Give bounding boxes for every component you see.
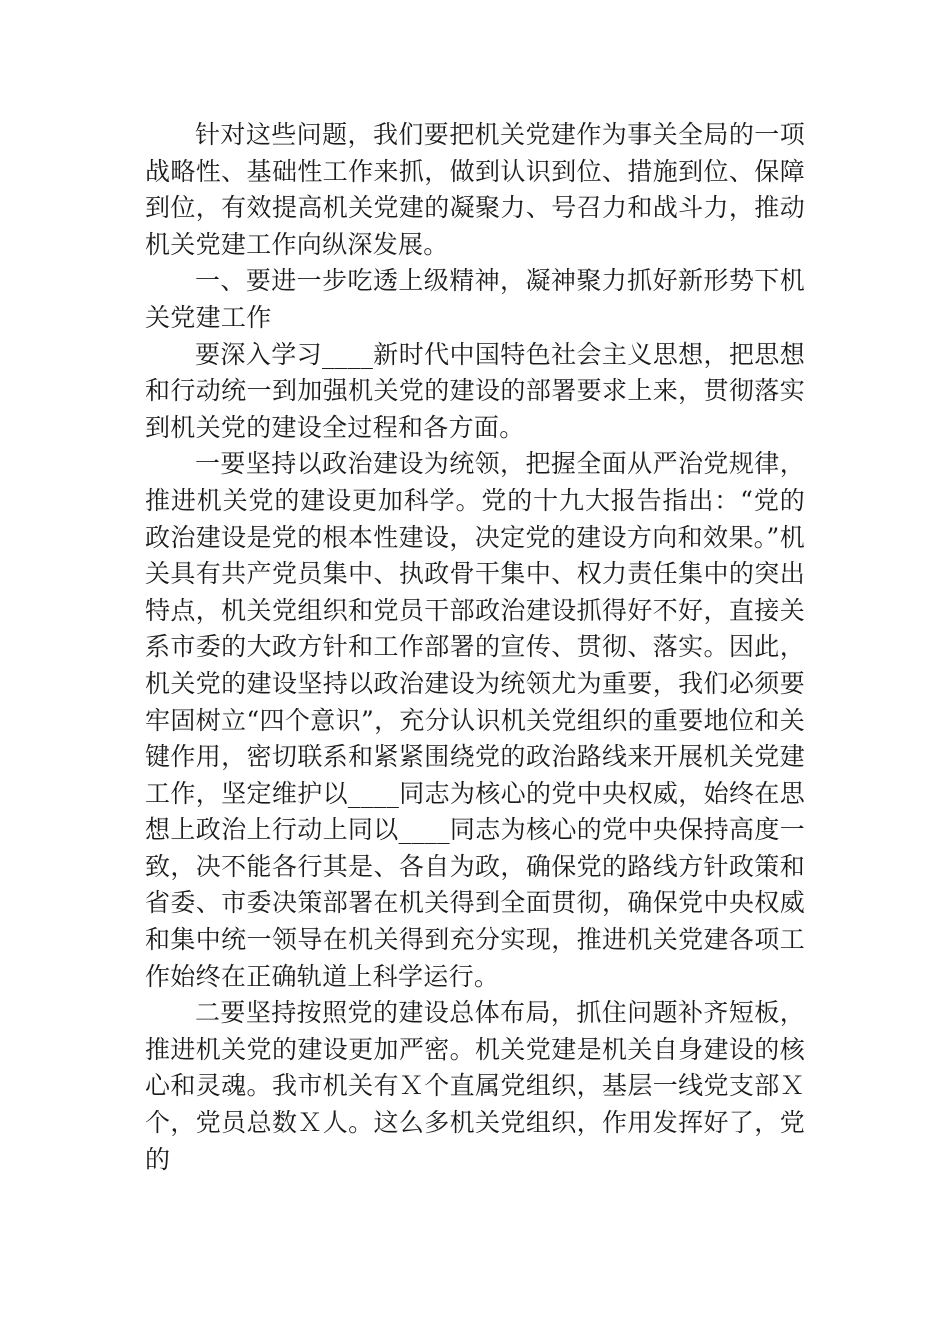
document-body: [145, 117, 805, 1178]
paragraph-overall-layout: 二要坚持按照党的建设总体布局，抓住问题补齐短板，推进机关党的建设更加严密。机关党建是机关自身建设的核心和灵魂。我市机关有Ｘ个直属党组织，基层一线党支部Ｘ个，党员总数Ｘ人。这么多机关党组织，作用发挥好了，党的: [145, 998, 805, 1174]
paragraph-study: 要深入学习____新时代中国特色社会主义思想，把思想和行动统一到加强机关党的建设的部署要求上来，贯彻落实到机关党的建设全过程和各方面。: [145, 339, 805, 442]
paragraph-political-building: 一要坚持以政治建设为统领，把握全面从严治党规律，推进机关党的建设更加科学。党的十九大报告指出：“党的政治建设是党的根本性建设，决定党的建设方向和效果。”机关具有共产党员集中、执政骨干集中、权力责任集中的突出特点，机关党组织和党员干部政治建设抓得好不好，直接关系市委的大政方针和工作部署的宣传、贯彻、落实。因此，机关党的建设坚持以政治建设为统领尤为重要，我们必须要牢固树立“四个意识”，充分认识机关党组织的重要地位和关键作用，密切联系和紧紧围绕党的政治路线来开展机关党建工作，坚定维护以____同志为核心的党中央权威，始终在思想上政治上行动上同以____同志为核心的党中央保持高度一致，决不能各行其是、各自为政，确保党的路线方针政策和省委、市委决策部署在机关得到全面贯彻，确保党中央权威和集中统一领导在机关得到充分实现，推进机关党建各项工作始终在正确轨道上科学运行。: [145, 449, 805, 991]
paragraph-intro: 针对这些问题，我们要把机关党建作为事关全局的一项战略性、基础性工作来抓，做到认识到位、措施到位、保障到位，有效提高机关党建的凝聚力、号召力和战斗力，推动机关党建工作向纵深发展。: [145, 120, 805, 259]
section-heading: 一、要进一步吃透上级精神，凝神聚力抓好新形势下机关党建工作: [145, 266, 805, 332]
